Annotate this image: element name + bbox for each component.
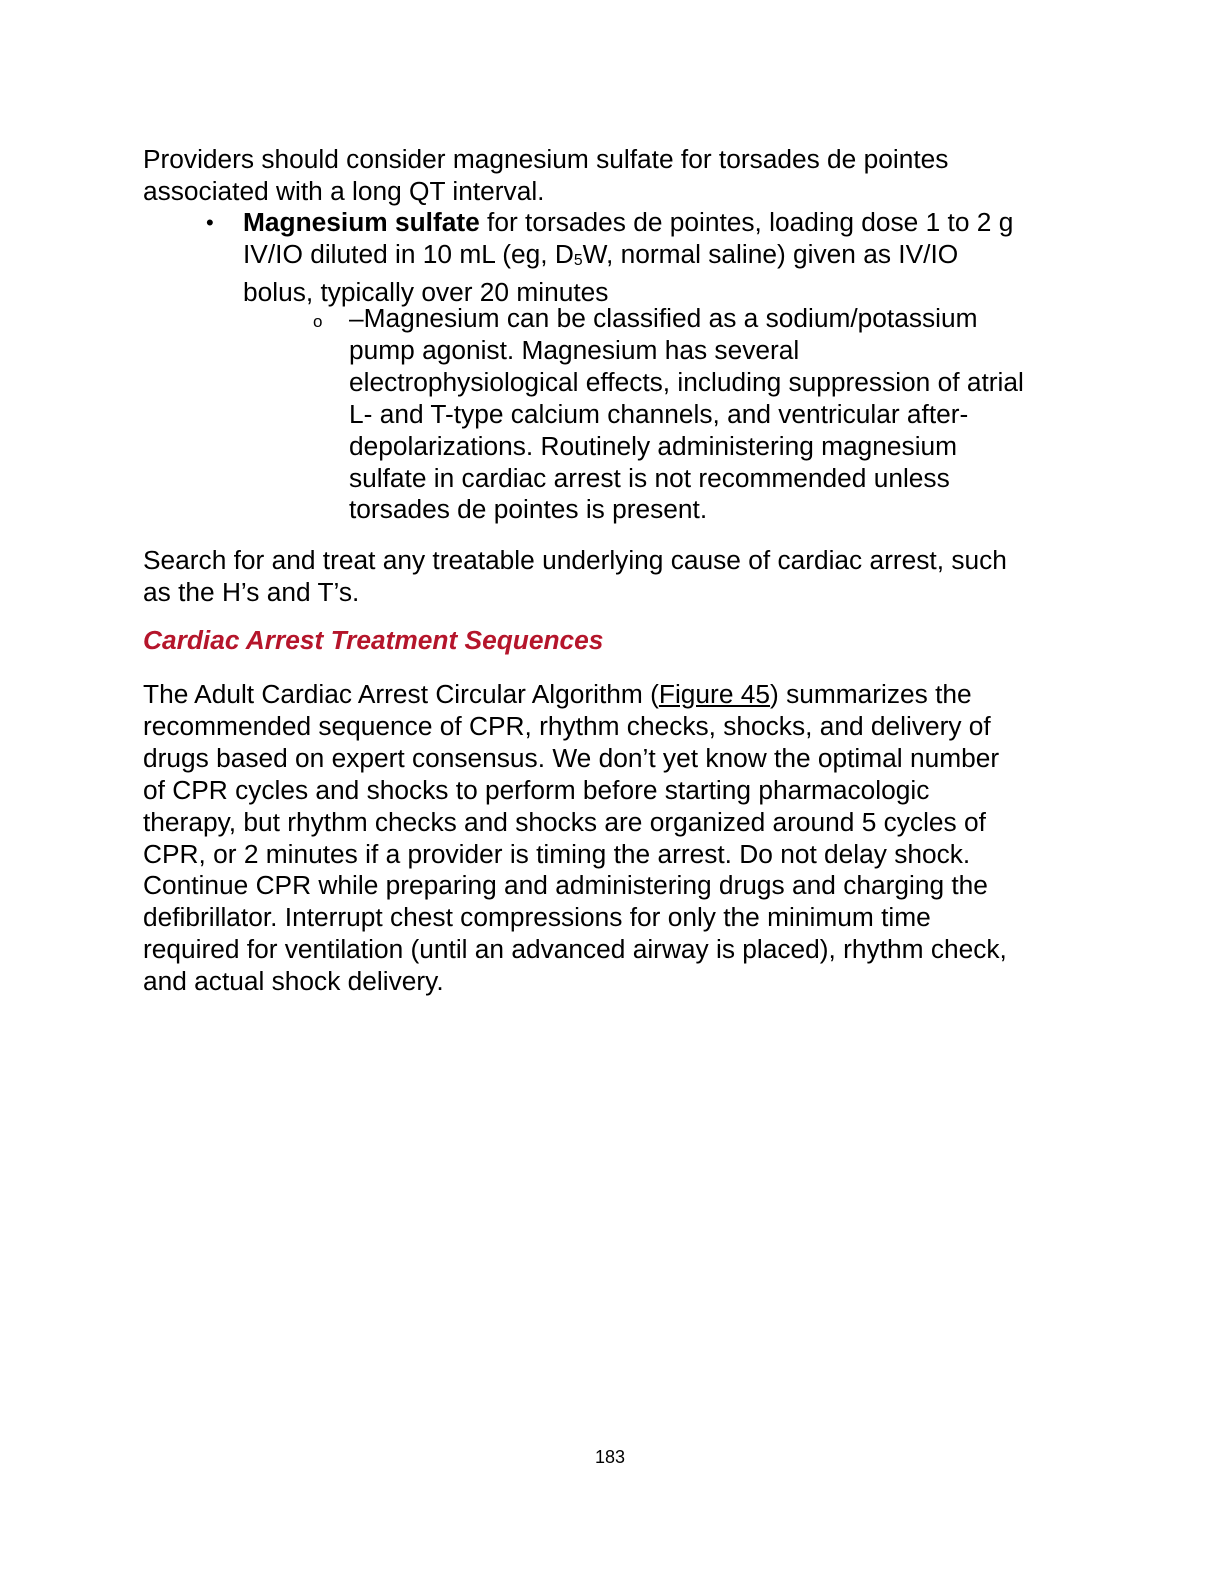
text: for torsades de pointes, loading dose 1 to 2 g (479, 207, 1014, 237)
text-line: torsades de pointes is present. (349, 494, 708, 525)
text: W, normal saline) given as IV/IO (582, 238, 959, 269)
text-line: required for ventilation (until an advanced airway is placed), rhythm check, (143, 934, 1007, 965)
text-line: of CPR cycles and shocks to perform before starting pharmacologic (143, 774, 930, 805)
page-number: 183 (594, 1447, 626, 1467)
text-line: depolarizations. Routinely administering magnesium (349, 430, 958, 461)
subbullet-magnesium-details (349, 303, 1024, 526)
subbullet-marker: o (313, 312, 323, 331)
text-line: electrophysiological effects, including suppression of atrial (349, 366, 1024, 397)
text-line: therapy, but rhythm checks and shocks are organized around 5 cycles of (143, 806, 986, 837)
text-line: as the H’s and T’s. (143, 576, 360, 607)
paragraph-underlying-causes (143, 545, 1007, 609)
text-line: L- and T-type calcium channels, and ventricular after- (349, 398, 969, 429)
paragraph-magnesium-intro (143, 144, 948, 208)
text-line: Continue CPR while preparing and administering drugs and charging the (143, 870, 988, 901)
text-line: bolus, typically over 20 minutes (243, 276, 609, 307)
text: IV/IO diluted in 10 mL (eg, D (243, 238, 574, 269)
section-heading: Cardiac Arrest Treatment Sequences (143, 625, 604, 655)
text: The Adult Cardiac Arrest Circular Algorithm ( (143, 679, 659, 709)
paragraph-treatment-sequences (143, 679, 1007, 998)
text-line: recommended sequence of CPR, rhythm checks, shocks, and delivery of (143, 710, 991, 741)
text: ) summarizes the (770, 679, 972, 709)
subscript: 5 (573, 251, 583, 269)
text-line: defibrillator. Interrupt chest compressions for only the minimum time (143, 902, 931, 933)
bold-term: Magnesium sulfate (243, 207, 480, 237)
figure-45-link[interactable]: Figure 45 (658, 679, 771, 709)
text-line: CPR, or 2 minutes if a provider is timing the arrest. Do not delay shock. (143, 838, 971, 869)
text-line: associated with a long QT interval. (143, 175, 545, 206)
text-line: pump agonist. Magnesium has several (349, 334, 800, 365)
text-line: and actual shock delivery. (143, 966, 444, 997)
text-line: sulfate in cardiac arrest is not recommended unless (349, 462, 950, 493)
bullet-magnesium-sulfate (243, 207, 1013, 309)
text-line: Search for and treat any treatable underlying cause of cardiac arrest, such (143, 545, 1007, 575)
bullet-marker: • (206, 210, 214, 235)
text-line: drugs based on expert consensus. We don’t yet know the optimal number (143, 742, 1000, 773)
text-line: –Magnesium can be classified as a sodium/potassium (349, 303, 978, 333)
text-line: Providers should consider magnesium sulfate for torsades de pointes (143, 144, 949, 174)
